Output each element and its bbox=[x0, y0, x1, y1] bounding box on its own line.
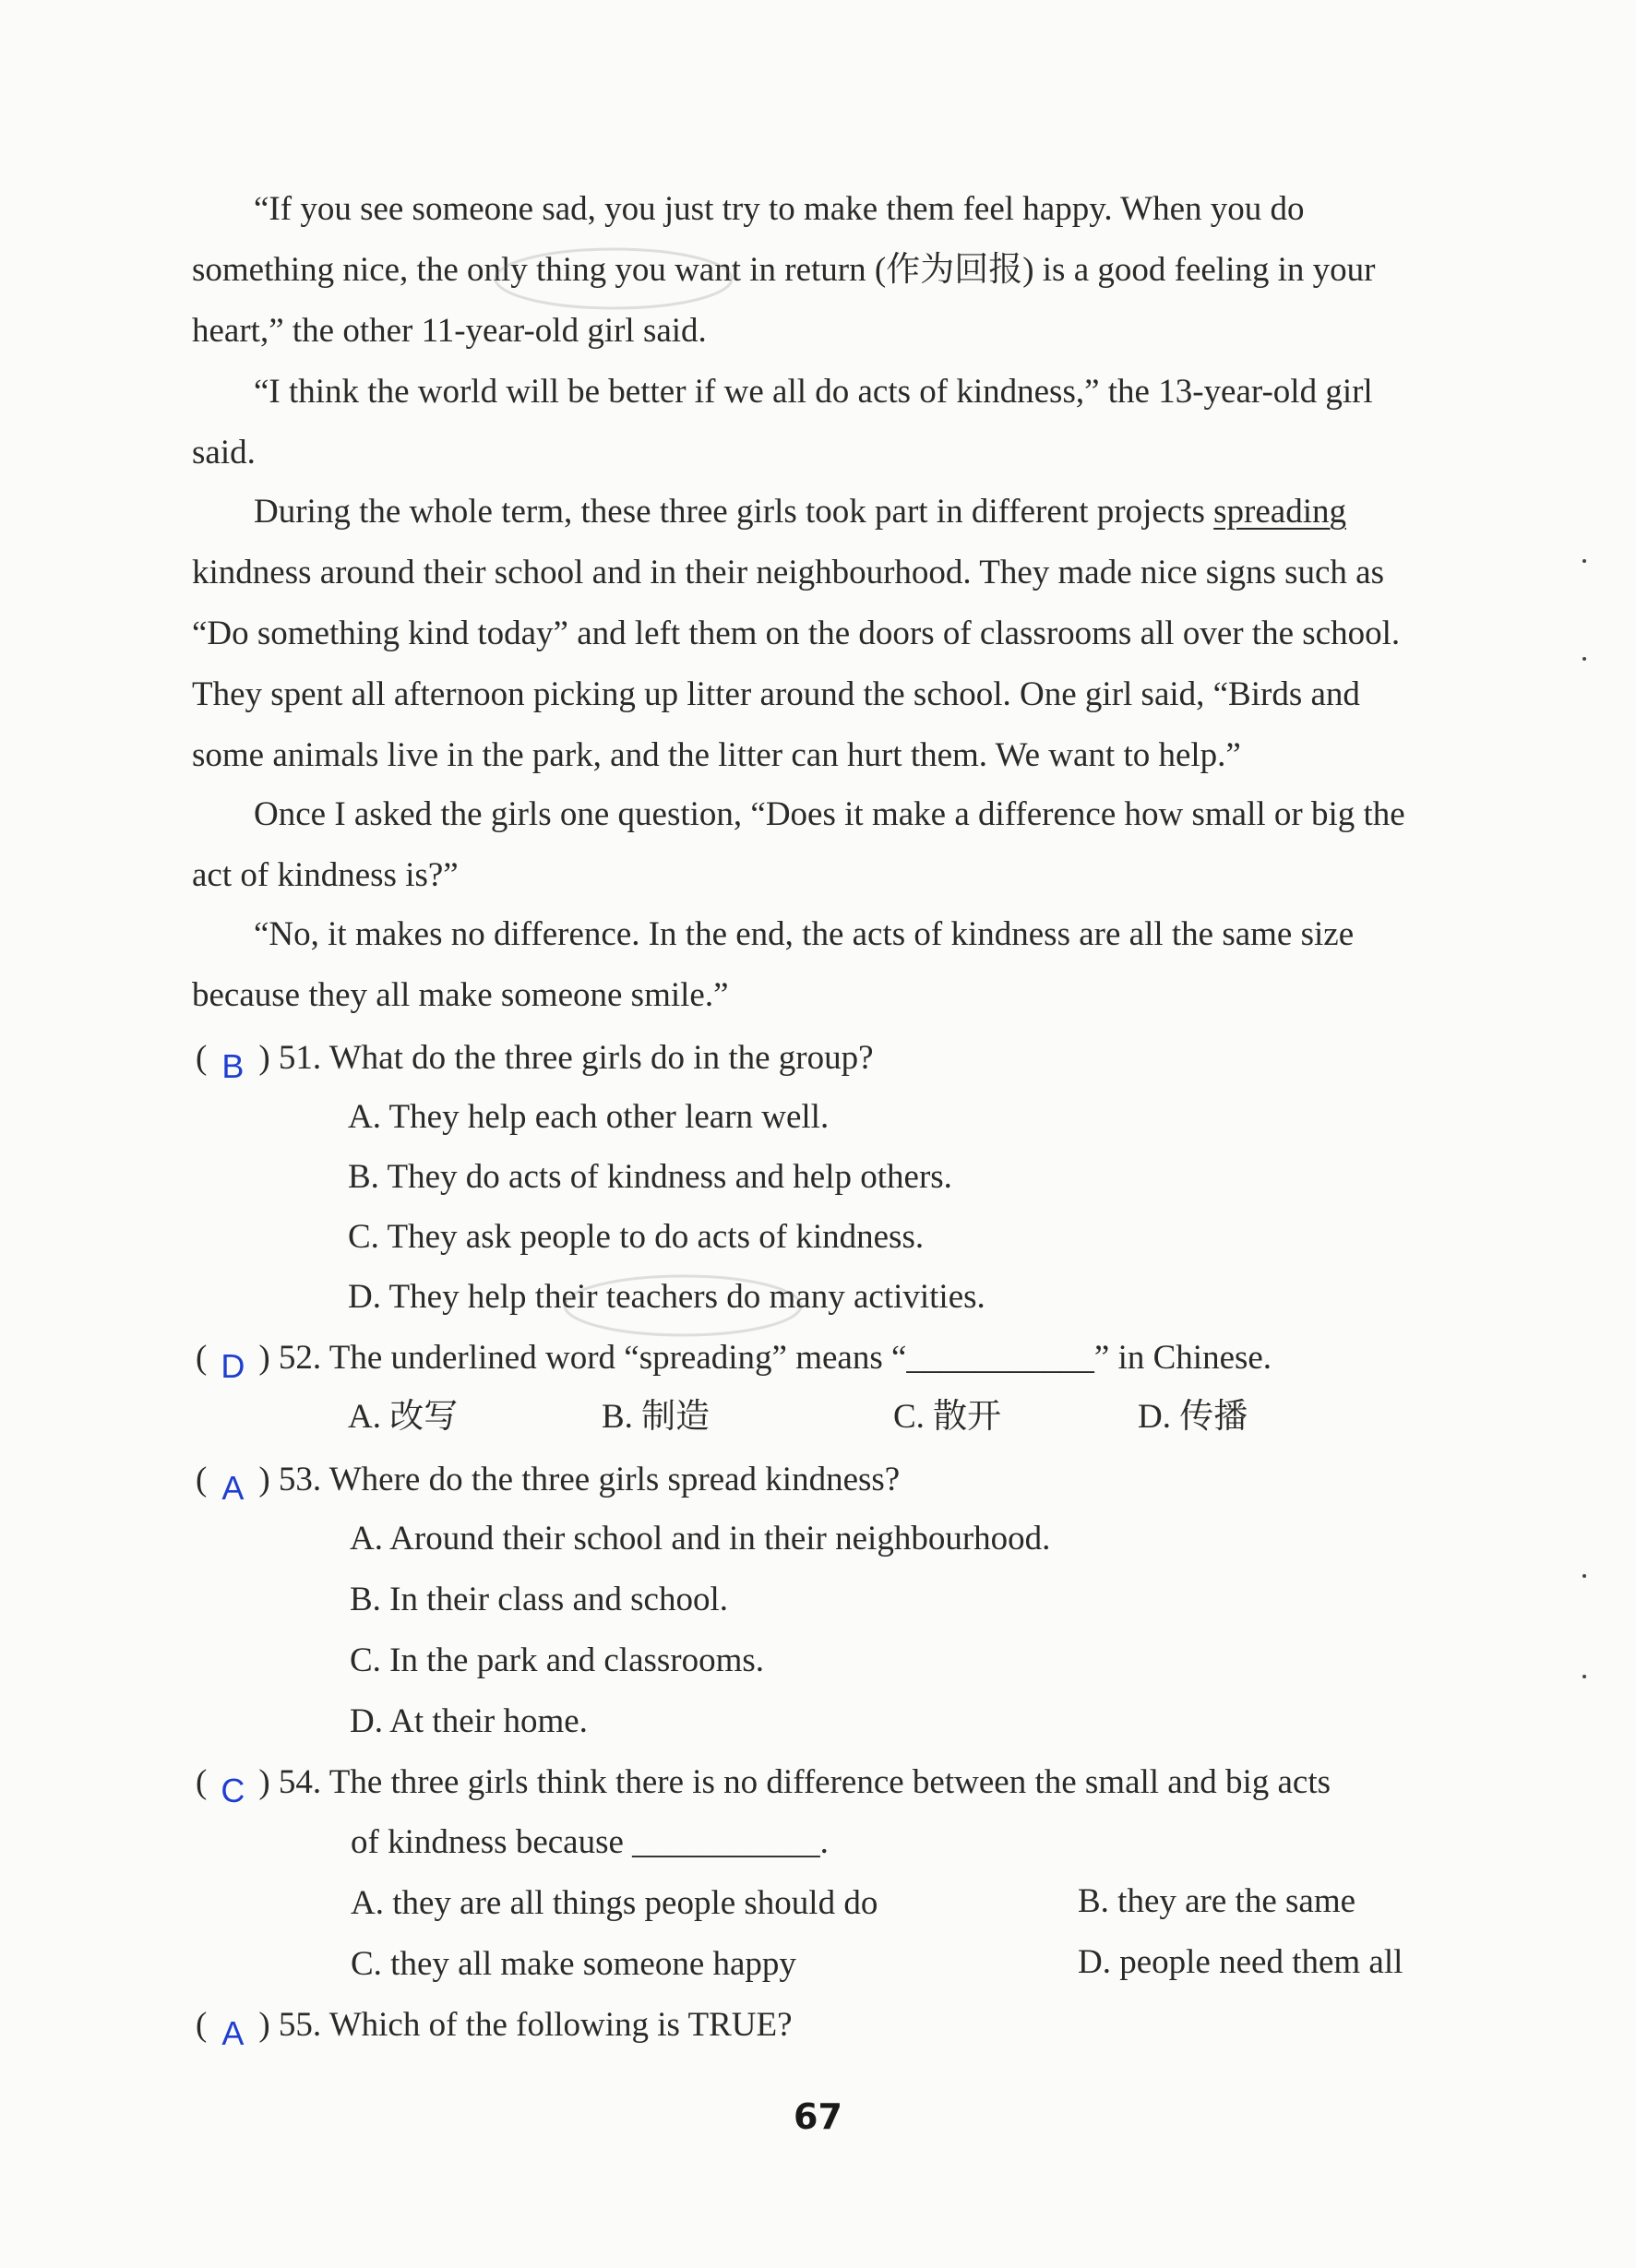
scan-mark bbox=[1582, 657, 1586, 661]
option-b: B. they are the same bbox=[1078, 1882, 1356, 1920]
watermark-graphic bbox=[489, 242, 738, 316]
question-53 bbox=[196, 1451, 900, 1508]
option-a: A. They help each other learn well. bbox=[348, 1098, 830, 1136]
passage-paragraph-3 bbox=[192, 482, 1438, 786]
open-paren: ( bbox=[196, 1339, 208, 1377]
option-b: B. 制造 bbox=[602, 1398, 711, 1436]
open-paren: ( bbox=[196, 2006, 208, 2044]
passage-paragraph-5: “No, it makes no difference. In the end, the acts of kindness are all the same size because they all make someone smile.” bbox=[192, 915, 1355, 1014]
option-d: D. people need them all bbox=[1078, 1943, 1403, 1981]
option-b: B. In their class and school. bbox=[350, 1581, 728, 1618]
option-c: C. In the park and classrooms. bbox=[350, 1641, 765, 1679]
question-text: ) 52. The underlined word “spreading” means “___________” in Chinese. bbox=[258, 1339, 1272, 1377]
question-55 bbox=[196, 1997, 793, 2053]
open-paren: ( bbox=[196, 1039, 208, 1077]
question-text: ) 51. What do the three girls do in the group? bbox=[258, 1039, 874, 1077]
page-number: 67 bbox=[794, 2096, 842, 2137]
answer-mark: C bbox=[221, 1772, 245, 1809]
option-a: A. Around their school and in their neighbourhood. bbox=[350, 1520, 1051, 1558]
option-d: D. At their home. bbox=[350, 1702, 588, 1740]
option-c: C. 散开 bbox=[893, 1398, 1002, 1436]
passage-paragraph-1: “If you see someone sad, you just try to make them feel happy. When you do something nice, the only thing you want in return (作为回报) is a good feeling in your heart,” the other 11-year-old girl said. bbox=[192, 190, 1376, 350]
question-54 bbox=[196, 1754, 1331, 1810]
question-continuation: of kindness because ___________. bbox=[351, 1823, 829, 1861]
question-text: ) 54. The three girls think there is no difference between the small and big acts bbox=[258, 1763, 1331, 1801]
scan-mark bbox=[1582, 559, 1586, 563]
question-text: ) 53. Where do the three girls spread kindness? bbox=[258, 1461, 901, 1498]
answer-mark: A bbox=[221, 1469, 245, 1507]
scan-mark bbox=[1582, 1574, 1586, 1578]
passage-text: During the whole term, these three girls took part in different projects bbox=[254, 493, 1214, 531]
underlined-word: spreading bbox=[1213, 493, 1347, 531]
option-c: C. They ask people to do acts of kindness. bbox=[348, 1218, 925, 1256]
answer-mark: A bbox=[221, 2014, 245, 2052]
option-c: C. they all make someone happy bbox=[351, 1945, 796, 1983]
option-d: D. 传播 bbox=[1138, 1398, 1248, 1436]
scan-mark bbox=[1582, 1675, 1586, 1678]
passage-paragraph-4: Once I asked the girls one question, “Does it make a difference how small or big the act of kindness is?” bbox=[192, 795, 1405, 894]
passage-paragraph-2: “I think the world will be better if we all do acts of kindness,” the 13-year-old girl said. bbox=[192, 373, 1373, 472]
passage-text: kindness around their school and in their neighbourhood. They made nice signs such as “Do something kind today” and left them on the doors of classrooms all over the school. They spent all afternoon picking up litter around the school. One girl said, “Birds and some animals live in the park, and the litter can hurt them. We want to help.” bbox=[192, 554, 1401, 774]
watermark-graphic bbox=[558, 1269, 807, 1343]
answer-mark: B bbox=[221, 1047, 245, 1085]
question-text: ) 55. Which of the following is TRUE? bbox=[258, 2006, 793, 2044]
option-b: B. They do acts of kindness and help others. bbox=[348, 1158, 952, 1196]
open-paren: ( bbox=[196, 1763, 208, 1801]
option-a: A. they are all things people should do bbox=[351, 1884, 878, 1922]
open-paren: ( bbox=[196, 1461, 208, 1498]
option-a: A. 改写 bbox=[348, 1398, 459, 1436]
answer-mark: D bbox=[221, 1347, 245, 1385]
question-51 bbox=[196, 1030, 874, 1086]
option-d: D. They help their teachers do many activities. bbox=[348, 1278, 985, 1316]
